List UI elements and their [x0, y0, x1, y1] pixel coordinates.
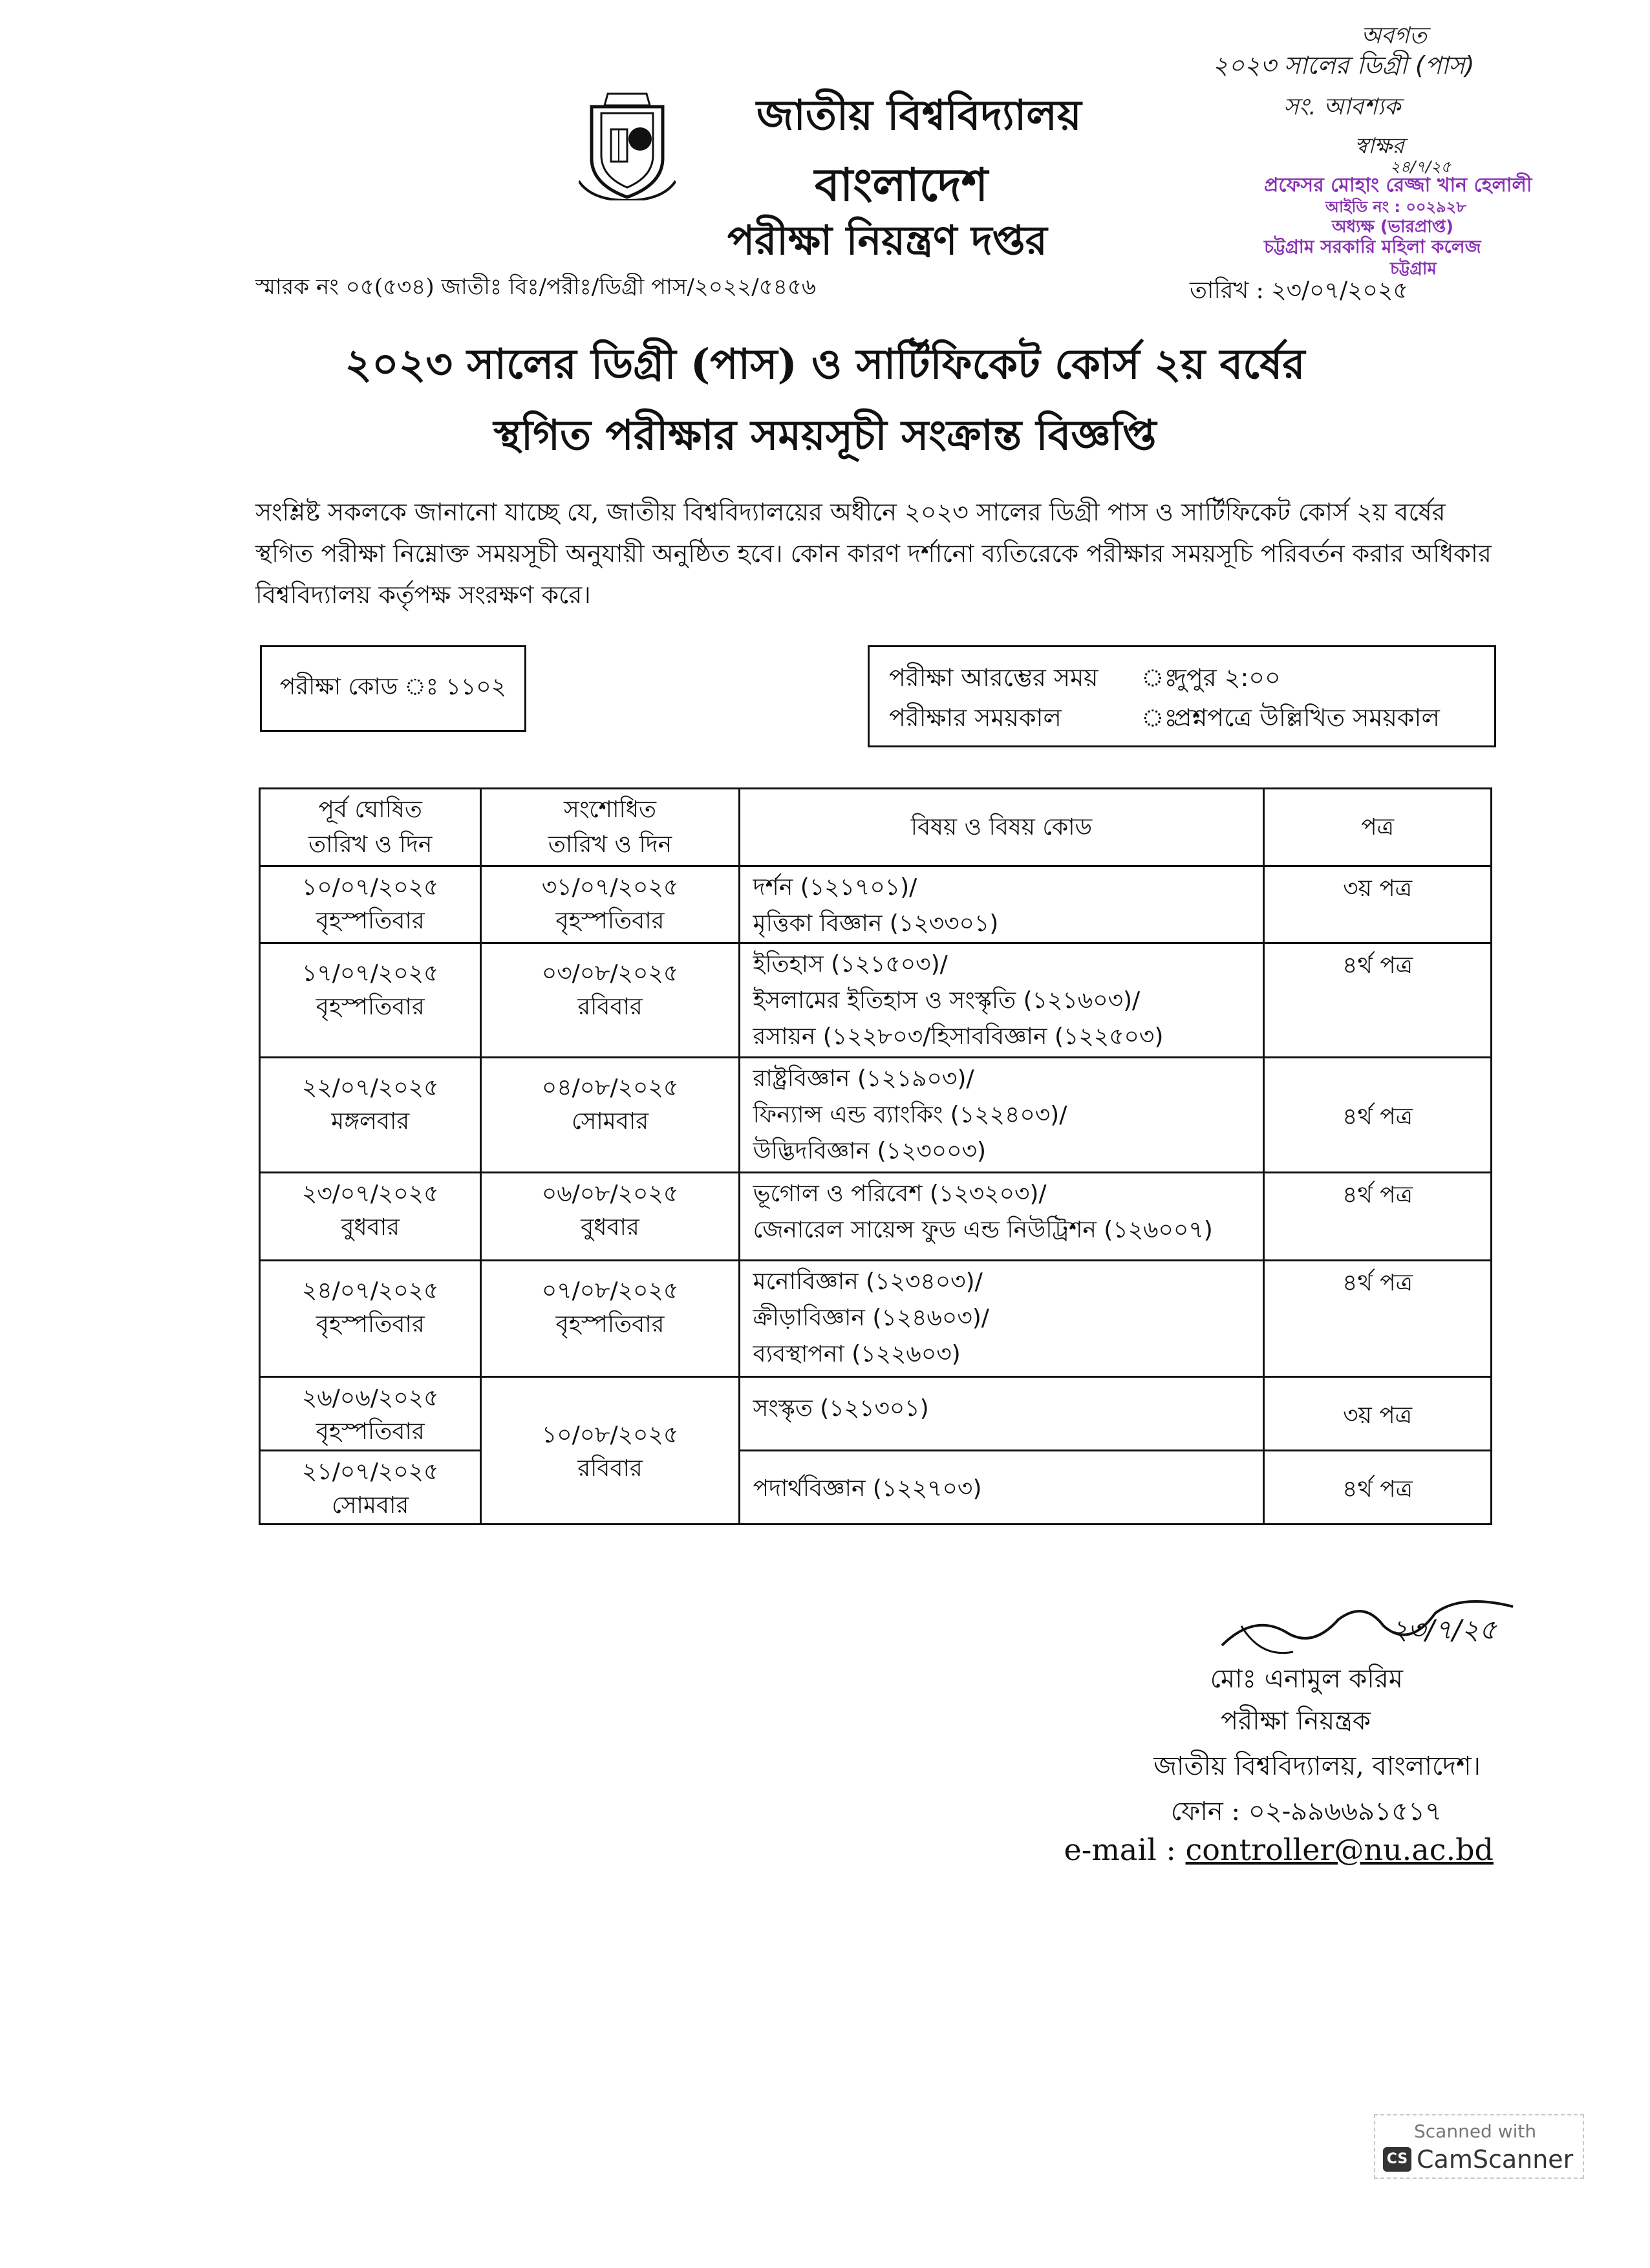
separator: ঃ — [1141, 663, 1177, 692]
signatory-email-line — [1034, 1832, 1494, 1867]
previous-date-cell: ১৭/০৭/২০২৫ বৃহস্পতিবার — [260, 943, 481, 1058]
signatory-name: মোঃ এনামুল করিম — [1210, 1664, 1403, 1694]
notice-date: তারিখ : ২৩/০৭/২০২৫ — [1190, 277, 1408, 304]
handwritten-note-line: অবগত — [1361, 23, 1427, 49]
notice-title-line-1: ২০২৩ সালের ডিগ্রী (পাস) ও সার্টিফিকেট কোর্স ২য় বর্ষের — [345, 340, 1305, 389]
subject-cell: মনোবিজ্ঞান (১২৩৪০৩)/ ক্রীড়াবিজ্ঞান (১২৪৬০৩)/ ব্যবস্থাপনা (১২২৬০৩) — [739, 1261, 1264, 1377]
signatory-phone: ফোন : ০২-৯৯৬৬৯১৫১৭ — [1170, 1797, 1442, 1826]
separator: ঃ — [1141, 703, 1177, 732]
stamp-designation: অধ্যক্ষ (ভারপ্রাপ্ত) — [1332, 217, 1454, 237]
handwritten-date: ২৪/৭/২৫ — [1390, 158, 1452, 176]
stamp-name: প্রফেসর মোহাং রেজ্জা খান হেলালী — [1264, 174, 1532, 197]
header-subject: বিষয় ও বিষয় কোড — [739, 789, 1264, 866]
subject-cell: রাষ্ট্রবিজ্ঞান (১২১৯০৩)/ ফিন্যান্স এন্ড ব্যাংকিং (১২২৪০৩)/ উদ্ভিদবিজ্ঞান (১২৩০০৩) — [739, 1058, 1264, 1173]
revised-date-cell: ০৪/০৮/২০২৫ সোমবার — [481, 1058, 739, 1173]
table-row — [260, 866, 1492, 943]
paper-cell: ৩য় পত্র — [1264, 1377, 1492, 1451]
email-label: e-mail : — [1064, 1832, 1176, 1867]
exam-start-row — [889, 658, 1494, 698]
office-name: পরীক্ষা নিয়ন্ত্রণ দপ্তর — [727, 217, 1047, 264]
header-paper: পত্র — [1264, 789, 1492, 866]
paper-cell: ৩য় পত্র — [1264, 866, 1492, 943]
memo-number: স্মারক নং ০৫(৫৩৪) জাতীঃ বিঃ/পরীঃ/ডিগ্রী পাস/২০২২/৫৪৫৬ — [255, 274, 817, 300]
table-row — [260, 1173, 1492, 1261]
paper-cell: ৪র্থ পত্র — [1264, 1261, 1492, 1377]
exam-start-label: পরীক্ষা আরম্ভের সময় — [889, 663, 1098, 692]
table-header-row — [260, 789, 1492, 866]
table-row — [260, 1058, 1492, 1173]
revised-date-cell: ০৬/০৮/২০২৫ বুধবার — [481, 1173, 739, 1261]
email-link[interactable]: controller@nu.ac.bd — [1185, 1832, 1494, 1867]
table-row — [260, 1261, 1492, 1377]
handwritten-signature: স্বাক্ষর — [1355, 133, 1404, 159]
notice-body: সংশ্লিষ্ট সকলকে জানানো যাচ্ছে যে, জাতীয় বিশ্ববিদ্যালয়ের অধীনে ২০২৩ সালের ডিগ্রী পাস ও সার্টিফিকেট কোর্স ২য় বর্ষের স্থগিত পরীক্ষা নিম্নোক্ত সময়সূচী অনুযায়ী অনুষ্ঠিত হবে। কোন কারণ দর্শানো ব্যতিরেকে পরীক্ষার সময়সূচি পরিবর্তন করার অধিকার বিশ্ববিদ্যালয় কর্তৃপক্ষ সংরক্ষণ করে। — [255, 498, 1492, 609]
exam-time-box — [868, 645, 1496, 747]
paper-cell: ৪র্থ পত্র — [1264, 943, 1492, 1058]
schedule-table — [259, 787, 1492, 1525]
table-row — [260, 943, 1492, 1058]
paper-cell: ৪র্থ পত্র — [1264, 1451, 1492, 1524]
revised-date-cell: ০৩/০৮/২০২৫ রবিবার — [481, 943, 739, 1058]
exam-duration-value: প্রশ্নপত্রে উল্লিখিত সময়কাল — [1173, 703, 1440, 732]
exam-start-value: দুপুর ২:০০ — [1173, 663, 1281, 692]
signature-date: ২৩/৭/২৫ — [1390, 1614, 1497, 1645]
signatory-designation: পরীক্ষা নিয়ন্ত্রক — [1221, 1706, 1371, 1736]
handwritten-note-line: ২০২৩ সালের ডিগ্রী (পাস) — [1212, 51, 1475, 80]
signatory-institution: জাতীয় বিশ্ববিদ্যালয়, বাংলাদেশ। — [1153, 1751, 1481, 1781]
exam-code-box — [260, 645, 526, 732]
exam-code: পরীক্ষা কোড ঃ ১১০২ — [279, 674, 507, 700]
stamp-college: চট্টগ্রাম সরকারি মহিলা কলেজ — [1264, 236, 1481, 257]
notice-title-line-2: স্থগিত পরীক্ষার সময়সূচী সংক্রান্ত বিজ্ঞপ্তি — [493, 411, 1157, 460]
subject-cell: দর্শন (১২১৭০১)/ মৃত্তিকা বিজ্ঞান (১২৩৩০১) — [739, 866, 1264, 943]
handwritten-note-line: সং. আবশ্যক — [1283, 94, 1401, 120]
university-name: জাতীয় বিশ্ববিদ্যালয় — [756, 91, 1082, 140]
header-previous-date: পূর্ব ঘোষিত তারিখ ও দিন — [260, 789, 481, 866]
subject-cell: সংস্কৃত (১২১৩০১) — [739, 1377, 1264, 1451]
previous-date-cell: ১০/০৭/২০২৫ বৃহস্পতিবার — [260, 866, 481, 943]
paper-cell: ৪র্থ পত্র — [1264, 1173, 1492, 1261]
camscanner-icon: CS — [1383, 2147, 1411, 2172]
previous-date-cell: ২৩/০৭/২০২৫ বুধবার — [260, 1173, 481, 1261]
table-row — [260, 1451, 1492, 1524]
subject-cell: ইতিহাস (১২১৫০৩)/ ইসলামের ইতিহাস ও সংস্কৃতি (১২১৬০৩)/ রসায়ন (১২২৮০৩/হিসাববিজ্ঞান (১২২৫০৩) — [739, 943, 1264, 1058]
watermark-caption: Scanned with — [1414, 2121, 1537, 2142]
previous-date-cell: ২৪/০৭/২০২৫ বৃহস্পতিবার — [260, 1261, 481, 1377]
university-logo-icon — [579, 87, 676, 200]
subject-cell: ভূগোল ও পরিবেশ (১২৩২০৩)/ জেনারেল সায়েন্স ফুড এন্ড নিউট্রিশন (১২৬০০৭) — [739, 1173, 1264, 1261]
camscanner-watermark — [1374, 2114, 1584, 2179]
stamp-id: আইডি নং : ০০২৯২৮ — [1325, 198, 1466, 216]
watermark-brand: CamScanner — [1417, 2145, 1574, 2174]
previous-date-cell: ২২/০৭/২০২৫ মঙ্গলবার — [260, 1058, 481, 1173]
previous-date-cell: ২৬/০৬/২০২৫ বৃহস্পতিবার — [260, 1377, 481, 1451]
revised-date-cell: ০৭/০৮/২০২৫ বৃহস্পতিবার — [481, 1261, 739, 1377]
table-row — [260, 1377, 1492, 1451]
revised-date-cell: ৩১/০৭/২০২৫ বৃহস্পতিবার — [481, 866, 739, 943]
exam-duration-label: পরীক্ষার সময়কাল — [889, 703, 1062, 732]
header-revised-date: সংশোধিত তারিখ ও দিন — [481, 789, 739, 866]
subject-cell: পদার্থবিজ্ঞান (১২২৭০৩) — [739, 1451, 1264, 1524]
previous-date-cell: ২১/০৭/২০২৫ সোমবার — [260, 1451, 481, 1524]
exam-duration-row — [889, 698, 1494, 738]
country-name: বাংলাদেশ — [815, 158, 989, 211]
stamp-city: চট্টগ্রাম — [1390, 259, 1437, 279]
revised-date-cell: ১০/০৮/২০২৫ রবিবার — [481, 1377, 739, 1524]
paper-cell: ৪র্থ পত্র — [1264, 1058, 1492, 1173]
